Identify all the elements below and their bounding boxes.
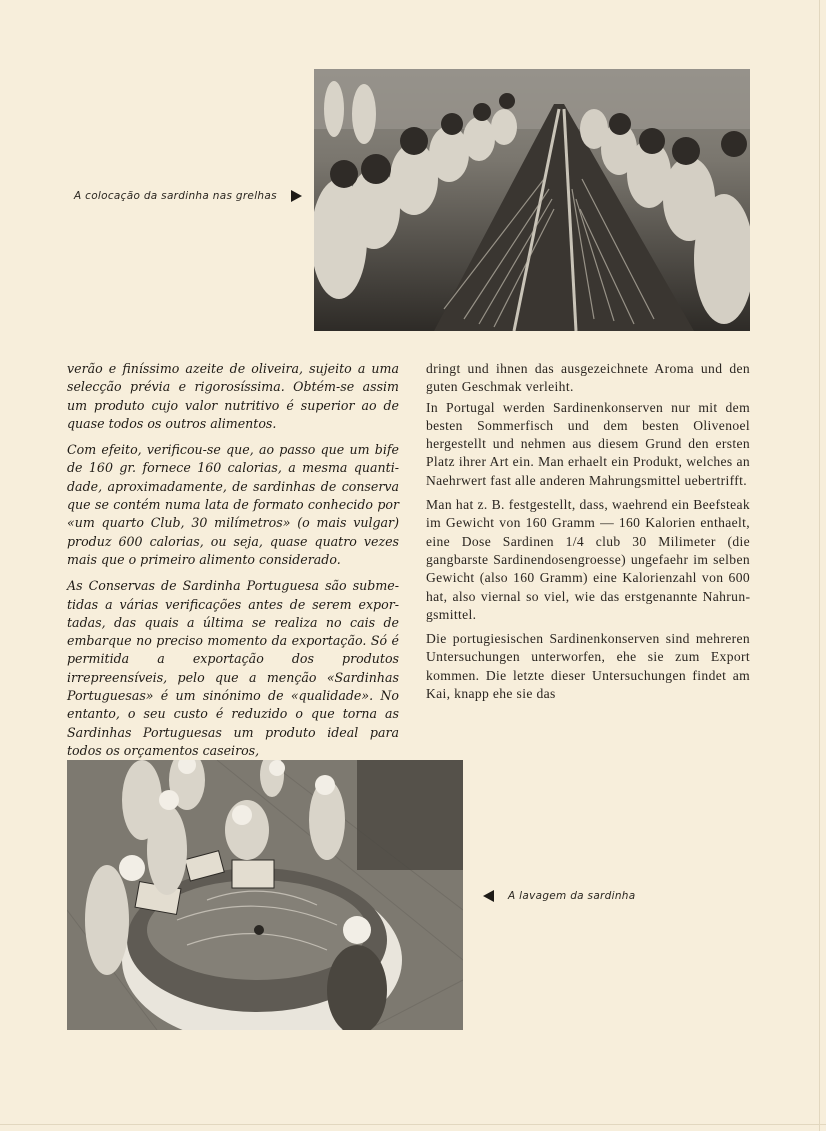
pt-paragraph: As Conservas de Sardinha Portuguesa são submetidas a várias verificações antes de serem exportadas, das quais a última se realiza no cais de embarque no preciso momento da exportação. Só é permitida a exportação dos produtos irrepreensíveis, pelo que a menção «Sardinhas Portuguesas» é um sinónimo de «qualidade». No entanto, o seu custo é reduzido o que torna as Sardinhas Portuguesas um produto ideal para todos os orçamentos caseiros, (67, 578, 399, 758)
photo-lavagem-illustration (67, 760, 463, 1030)
pt-paragraph: Com efeito, verificou-se que, ao passo que um bife de 160 gr. fornece 160 calorias, a mesma quantidade, aproximadamente, de sardinhas de conserva que se contém numa lata de formato conhecido por «um quarto Club, 30 milímetros» (o mais vulgar) produz 600 calorias, ou seja, quase quatro vezes mais que o primeiro alimento considerado. (67, 442, 399, 567)
arrow-right-icon (291, 190, 302, 202)
pt-paragraph: verão e finíssimo azeite de oliveira, sujeito a uma selecção prévia e rigorosíssima. Obtém-se assim um produto cujo valor nutritivo é superior ao de quase todos os outros alimentos. (67, 361, 399, 431)
photo-sardine-washing (67, 760, 463, 1030)
page-edge-bottom (0, 1124, 826, 1125)
photo-grelhas-illustration (314, 69, 750, 331)
de-paragraph: Man hat z. B. festgestellt, dass, waehrend ein Beefsteak im Gewicht von 160 Gramm — 160 Kalorien enthaelt, eine Dose Sardinen 1/4 club 30 Milimeter (die gangbarste Sardinendosengroesse) ungefaehr im selben Gewicht (also 160 Gramm) eine Kalorienzahl von 600 hat, also viernal so viel, wie das erstgenannte Nahrungsmittel. (426, 497, 750, 622)
arrow-left-icon (483, 890, 494, 902)
de-paragraph: dringt und ihnen das ausgezeichnete Aroma und den guten Geschmak verleiht. (426, 361, 750, 395)
caption-grelhas-text: A colocação da sardinha nas grelhas (74, 190, 277, 202)
caption-lavagem-text: A lavagem da sardinha (508, 890, 636, 902)
de-paragraph: In Portugal werden Sardinenkonserven nur mit dem besten Sommerfisch und dem besten Olivenoel hergestellt und nehmen aus diesem Grund den ersten Platz ihrer Art ein. Man erhaelt ein Produkt, welches an Naehrwert fast alle anderen Mahrungsmittel uebertrifft. (426, 399, 750, 488)
caption-lavagem (483, 890, 636, 902)
photo-sardines-on-grills (314, 69, 750, 331)
caption-grelhas (74, 190, 302, 202)
page-edge-right (819, 0, 820, 1131)
portuguese-text-column (67, 360, 399, 768)
de-paragraph: Die portugiesischen Sardinenkonserven sind mehreren Untersuchungen unterworfen, ehe sie zum Export kommen. Die letzte dieser Untersuchungen findet am Kai, knapp ehe sie das (426, 631, 750, 702)
german-text-column (426, 360, 750, 709)
